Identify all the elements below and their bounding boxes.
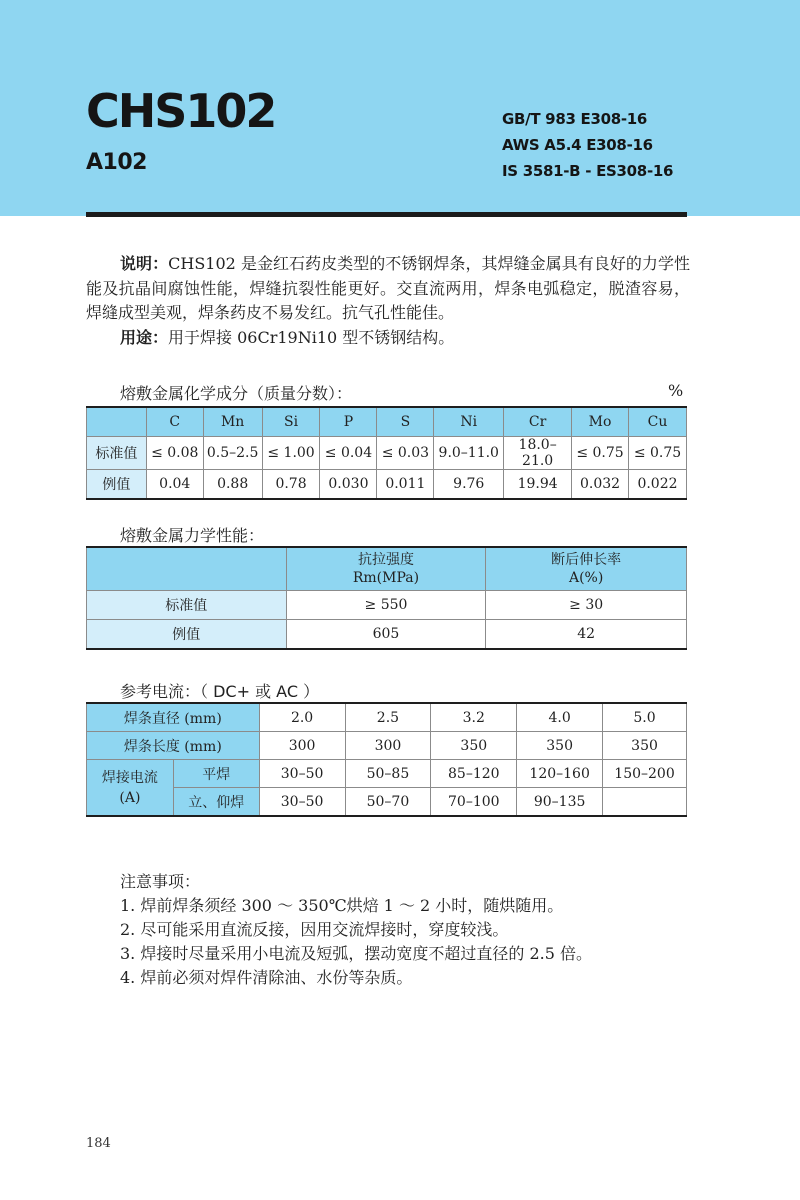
length-value: 350 — [431, 732, 517, 760]
note-item: 3. 焊接时尽量采用小电流及短弧，摆动宽度不超过直径的 2.5 倍。 — [120, 944, 592, 963]
chem-element-p: P — [320, 407, 377, 437]
chem-standard-row — [87, 437, 687, 470]
mech-example-row — [87, 620, 687, 650]
chem-value: 0.022 — [628, 470, 686, 500]
chem-value: 0.011 — [377, 470, 434, 500]
chem-element-s: S — [377, 407, 434, 437]
chem-unit: % — [668, 381, 684, 400]
diameter-value: 3.2 — [431, 703, 517, 732]
chem-row-label: 标准值 — [87, 437, 147, 470]
chem-value: 0.5–2.5 — [203, 437, 262, 470]
vertical-row — [87, 788, 687, 817]
length-row — [87, 732, 687, 760]
chem-header-row — [87, 407, 687, 437]
mech-row-label: 例值 — [87, 620, 287, 650]
vertical-value: 90–135 — [517, 788, 603, 817]
flat-value: 50–85 — [345, 760, 431, 788]
chem-value: ≤ 1.00 — [262, 437, 320, 470]
vertical-value — [603, 788, 687, 817]
notes-section — [120, 870, 592, 990]
length-label: 焊条长度 (mm) — [87, 732, 260, 760]
chem-heading: 熔敷金属化学成分（质量分数）： — [120, 384, 353, 403]
current-label-name: 焊接电流 — [101, 769, 158, 786]
chem-value: 9.0–11.0 — [434, 437, 504, 470]
chem-element-mn: Mn — [203, 407, 262, 437]
usage-paragraph — [86, 326, 690, 351]
mech-elongation-unit: A(%) — [568, 570, 604, 586]
flat-value: 30–50 — [259, 760, 345, 788]
mech-elongation-header — [486, 547, 687, 591]
chem-value: 0.04 — [146, 470, 203, 500]
chem-element-ni: Ni — [434, 407, 504, 437]
chem-value: ≤ 0.03 — [377, 437, 434, 470]
notes-heading: 注意事项： — [120, 872, 201, 891]
chem-element-mo: Mo — [572, 407, 629, 437]
mech-corner-cell — [87, 547, 287, 591]
chem-table — [86, 406, 687, 500]
note-item: 4. 焊前必须对焊件清除油、水份等杂质。 — [120, 968, 413, 987]
flat-row — [87, 760, 687, 788]
vertical-value: 70–100 — [431, 788, 517, 817]
usage-label: 用途： — [120, 327, 169, 347]
chem-value: ≤ 0.08 — [146, 437, 203, 470]
length-value: 350 — [603, 732, 687, 760]
chem-corner-cell — [87, 407, 147, 437]
standards-list — [502, 106, 673, 184]
mech-tensile-header — [286, 547, 486, 591]
page-number: 184 — [86, 1136, 111, 1151]
chem-value: 0.78 — [262, 470, 320, 500]
mech-tensile-name: 抗拉强度 — [357, 552, 414, 568]
chem-value: 19.94 — [504, 470, 572, 500]
diameter-value: 5.0 — [603, 703, 687, 732]
flat-value: 120–160 — [517, 760, 603, 788]
vertical-value: 50–70 — [345, 788, 431, 817]
chem-element-c: C — [146, 407, 203, 437]
flat-label: 平焊 — [173, 760, 259, 788]
diameter-label: 焊条直径 (mm) — [87, 703, 260, 732]
description-label: 说明： — [120, 254, 169, 273]
mech-tensile-unit: Rm(MPa) — [352, 570, 420, 586]
length-value: 300 — [259, 732, 345, 760]
note-item: 1. 焊前焊条须经 300 ～ 350℃烘焙 1 ～ 2 小时，随烘随用。 — [120, 896, 564, 915]
standard-gb: GB/T 983 E308-16 — [502, 110, 648, 128]
flat-value: 150–200 — [603, 760, 687, 788]
chem-element-cr: Cr — [504, 407, 572, 437]
note-item: 2. 尽可能采用直流反接，因用交流焊接时，穿度较浅。 — [120, 920, 509, 939]
chem-value: ≤ 0.75 — [628, 437, 686, 470]
standard-is: IS 3581-B - ES308-16 — [502, 162, 674, 180]
description-text: CHS102 是金红石药皮类型的不锈钢焊条，其焊缝金属具有良好的力学性能及抗晶间腐蚀性能，焊缝抗裂性能更好。交直流两用，焊条电弧稳定，脱渣容易，焊缝成型美观，焊条药皮不易发红。抗气孔性能佳。 — [86, 254, 690, 322]
diameter-value: 4.0 — [517, 703, 603, 732]
diameter-value: 2.0 — [259, 703, 345, 732]
mech-table — [86, 546, 687, 650]
flat-value: 85–120 — [431, 760, 517, 788]
standard-aws: AWS A5.4 E308-16 — [502, 136, 653, 154]
mech-elongation-name: 断后伸长率 — [551, 552, 622, 568]
length-value: 350 — [517, 732, 603, 760]
current-table — [86, 702, 687, 817]
chem-value: 9.76 — [434, 470, 504, 500]
mech-header-row — [87, 547, 687, 591]
mech-value: ≥ 30 — [486, 591, 687, 620]
description-paragraph — [86, 252, 690, 326]
product-title: CHS102 — [86, 84, 276, 138]
chem-value: ≤ 0.04 — [320, 437, 377, 470]
mech-value: ≥ 550 — [286, 591, 486, 620]
usage-text: 用于焊接 06Cr19Ni10 型不锈钢结构。 — [168, 327, 455, 347]
mech-standard-row — [87, 591, 687, 620]
chem-value: 18.0–21.0 — [504, 437, 572, 470]
chem-row-label: 例值 — [87, 470, 147, 500]
current-label — [87, 760, 174, 817]
chem-element-si: Si — [262, 407, 320, 437]
chem-value: ≤ 0.75 — [572, 437, 629, 470]
chem-value: 0.88 — [203, 470, 262, 500]
intro-section — [86, 252, 690, 350]
vertical-label: 立、仰焊 — [173, 788, 259, 817]
vertical-value: 30–50 — [259, 788, 345, 817]
current-heading: 参考电流：（ DC+ 或 AC ） — [120, 682, 320, 701]
product-subtitle: A102 — [86, 150, 147, 175]
diameter-row — [87, 703, 687, 732]
chem-value: 0.032 — [572, 470, 629, 500]
diameter-value: 2.5 — [345, 703, 431, 732]
mech-value: 605 — [286, 620, 486, 650]
mech-row-label: 标准值 — [87, 591, 287, 620]
chem-value: 0.030 — [320, 470, 377, 500]
chem-element-cu: Cu — [628, 407, 686, 437]
current-label-unit: (A) — [119, 789, 141, 806]
mech-value: 42 — [486, 620, 687, 650]
mech-heading: 熔敷金属力学性能： — [120, 526, 265, 545]
length-value: 300 — [345, 732, 431, 760]
header-divider — [86, 212, 687, 217]
chem-example-row — [87, 470, 687, 500]
